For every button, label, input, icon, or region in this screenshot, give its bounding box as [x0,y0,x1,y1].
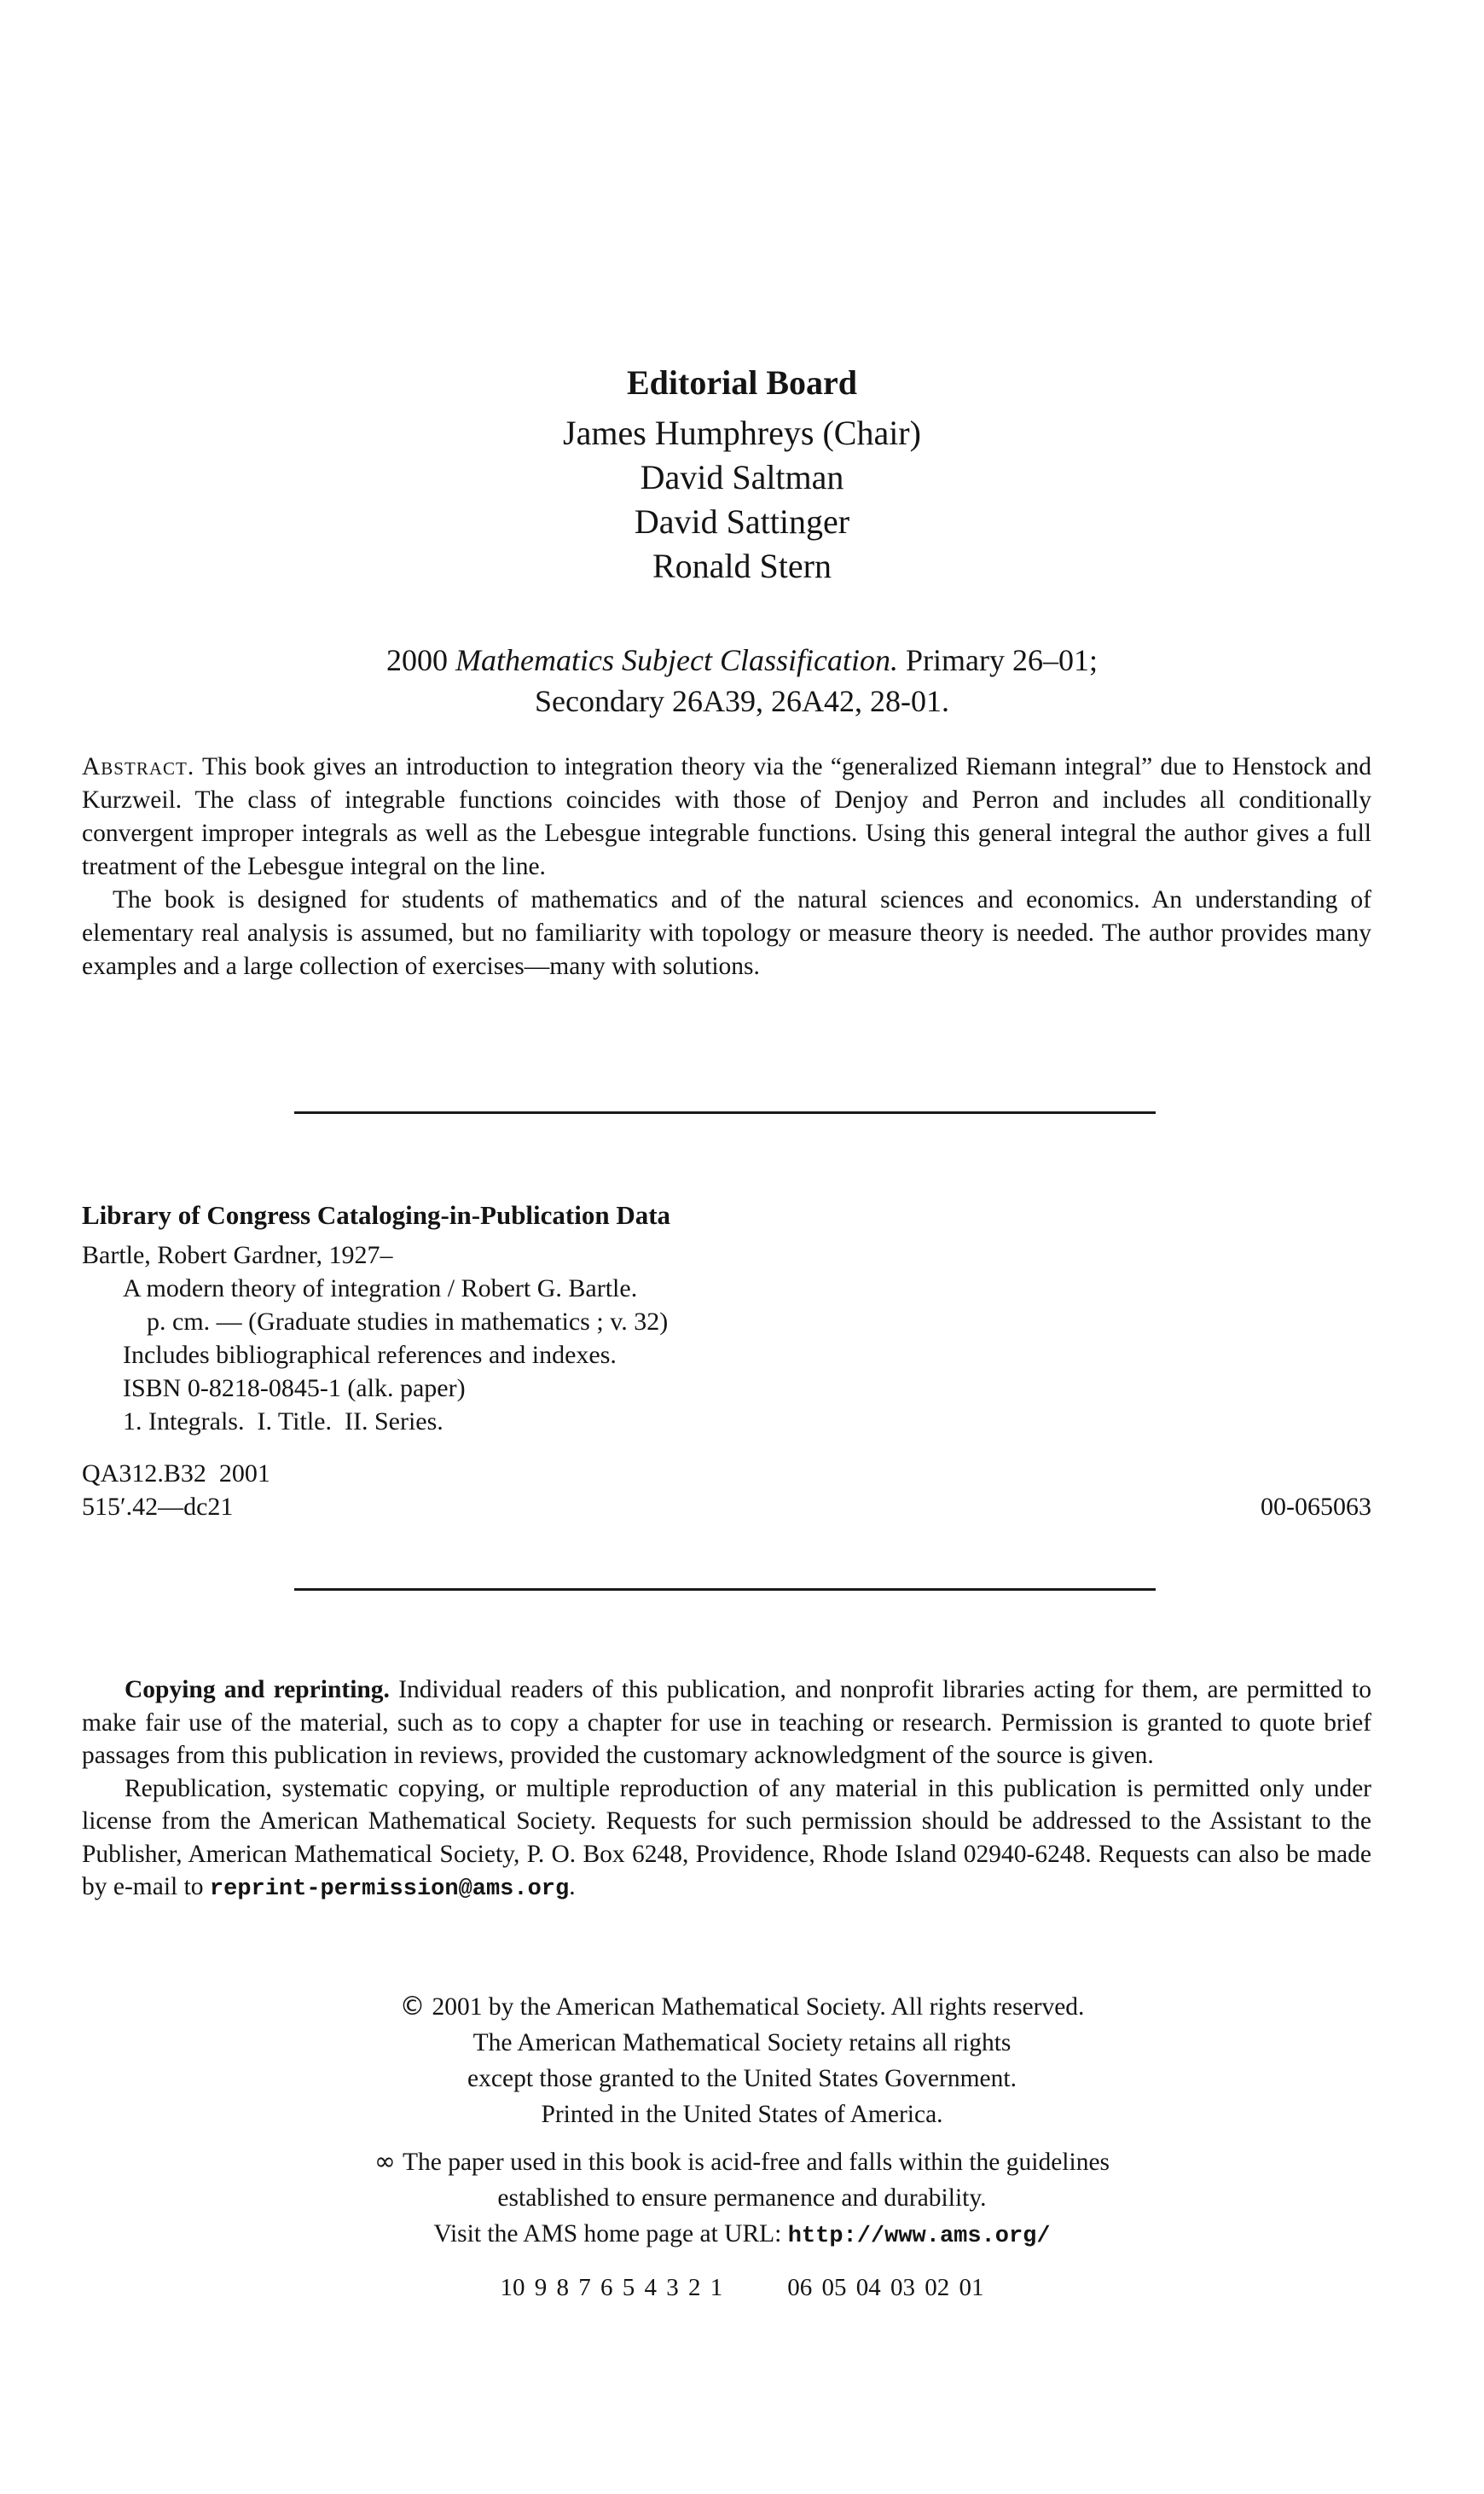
cip-notes: Includes bibliographical references and indexes. [123,1341,617,1369]
printing-line [0,2271,1484,2305]
editorial-board-heading: Editorial Board [626,363,858,402]
abstract-label: Abstract. [82,753,195,780]
copying-end: . [569,1873,576,1900]
cip-lccn: 00-065063 [1261,1493,1371,1521]
msc-secondary: Secondary 26A39, 26A42, 28-01. [535,684,949,718]
abstract-paragraph-1: This book gives an introduction to integration theory via the “generalized Riemann integral” due to Henstock and Kurzweil. The class of integrable functions coincides with those of Denjoy and Perron and includes all conditionally convergent improper integrals as well as the Lebesgue integrable functions. Using this general integral the author gives a full treatment of the Lebesgue integral on the line. [82,753,1371,880]
msc-label: Mathematics Subject Classification. [455,643,898,677]
impression-numbers: 10 9 8 7 6 5 4 3 2 1 [500,2274,723,2301]
subject-classification [0,640,1484,722]
printed-line: Printed in the United States of America. [541,2101,943,2128]
paper-line-2: established to ensure permanence and durability. [497,2184,987,2212]
publication-notices [0,1989,1484,2254]
divider-rule [294,1111,1156,1114]
divider-rule [294,1588,1156,1591]
abstract-paragraph-2: The book is designed for students of mathematics and of the natural sciences and economics. An understanding of elementary real analysis is assumed, but no familiarity with topology or measure theory is needed. The author provides many examples and a large collection of exercises—many with solutions. [82,886,1371,980]
ams-url-link[interactable]: http://www.ams.org/ [787,2224,1051,2249]
copying-heading: Copying and reprinting. [125,1676,390,1703]
copyright-line: 2001 by the American Mathematical Society. All rights reserved. [432,1993,1085,2021]
rights-line-1: The American Mathematical Society retains all rights [472,2029,1012,2056]
board-member: David Saltman [640,458,844,496]
copyright-icon: © [399,1992,426,2021]
paper-line-1: The paper used in this book is acid-free and falls within the guidelines [402,2149,1110,2176]
copying-paragraph-2: Republication, systematic copying, or multiple reproduction of any material in this publication is permitted only under license from the American Mathematical Society. Requests for such permission should be addressed to the Assistant to the Publisher, American Mathematical Society, P. O. Box 6248, Providence, Rhode Island 02940-6248. Requests can also be made by e-mail to [82,1774,1371,1900]
board-member: James Humphreys (Chair) [563,414,921,452]
infinity-icon: ∞ [374,2147,396,2177]
board-member: David Sattinger [634,502,850,541]
printing-years: 06 05 04 03 02 01 [787,2274,984,2301]
cip-dewey: 515′.42—dc21 [82,1493,234,1521]
cip-series-line: p. cm. — (Graduate studies in mathematics ; v. 32) [147,1308,669,1336]
board-member: Ronald Stern [652,547,832,585]
editorial-board [0,358,1484,589]
cataloging-data [82,1198,1371,1523]
visit-label: Visit the AMS home page at URL: [433,2220,782,2248]
permission-email-link[interactable]: reprint-permission@ams.org [209,1876,570,1902]
msc-primary: Primary 26–01; [905,643,1098,677]
cip-title-line: A modern theory of integration / Robert G. Bartle. [123,1274,638,1302]
cip-subjects: 1. Integrals. I. Title. II. Series. [123,1407,443,1436]
cip-title: Library of Congress Cataloging-in-Publication Data [82,1200,671,1230]
cip-call-number: QA312.B32 2001 [82,1459,270,1488]
cip-author: Bartle, Robert Gardner, 1927– [82,1241,393,1269]
msc-year: 2000 [386,643,449,677]
copying-paragraph-1: Individual readers of this publication, and nonprofit libraries acting for them, are permitted to make fair use of the material, such as to copy a chapter for use in teaching or research. Permission is granted to quote brief passages from this publication in reviews, provided the customary acknowledgment of the source is given. [82,1676,1371,1769]
copying-and-reprinting [82,1673,1371,1906]
cip-isbn: ISBN 0-8218-0845-1 (alk. paper) [123,1374,466,1402]
rights-line-2: except those granted to the United States Government. [467,2065,1017,2092]
abstract [82,751,1371,983]
